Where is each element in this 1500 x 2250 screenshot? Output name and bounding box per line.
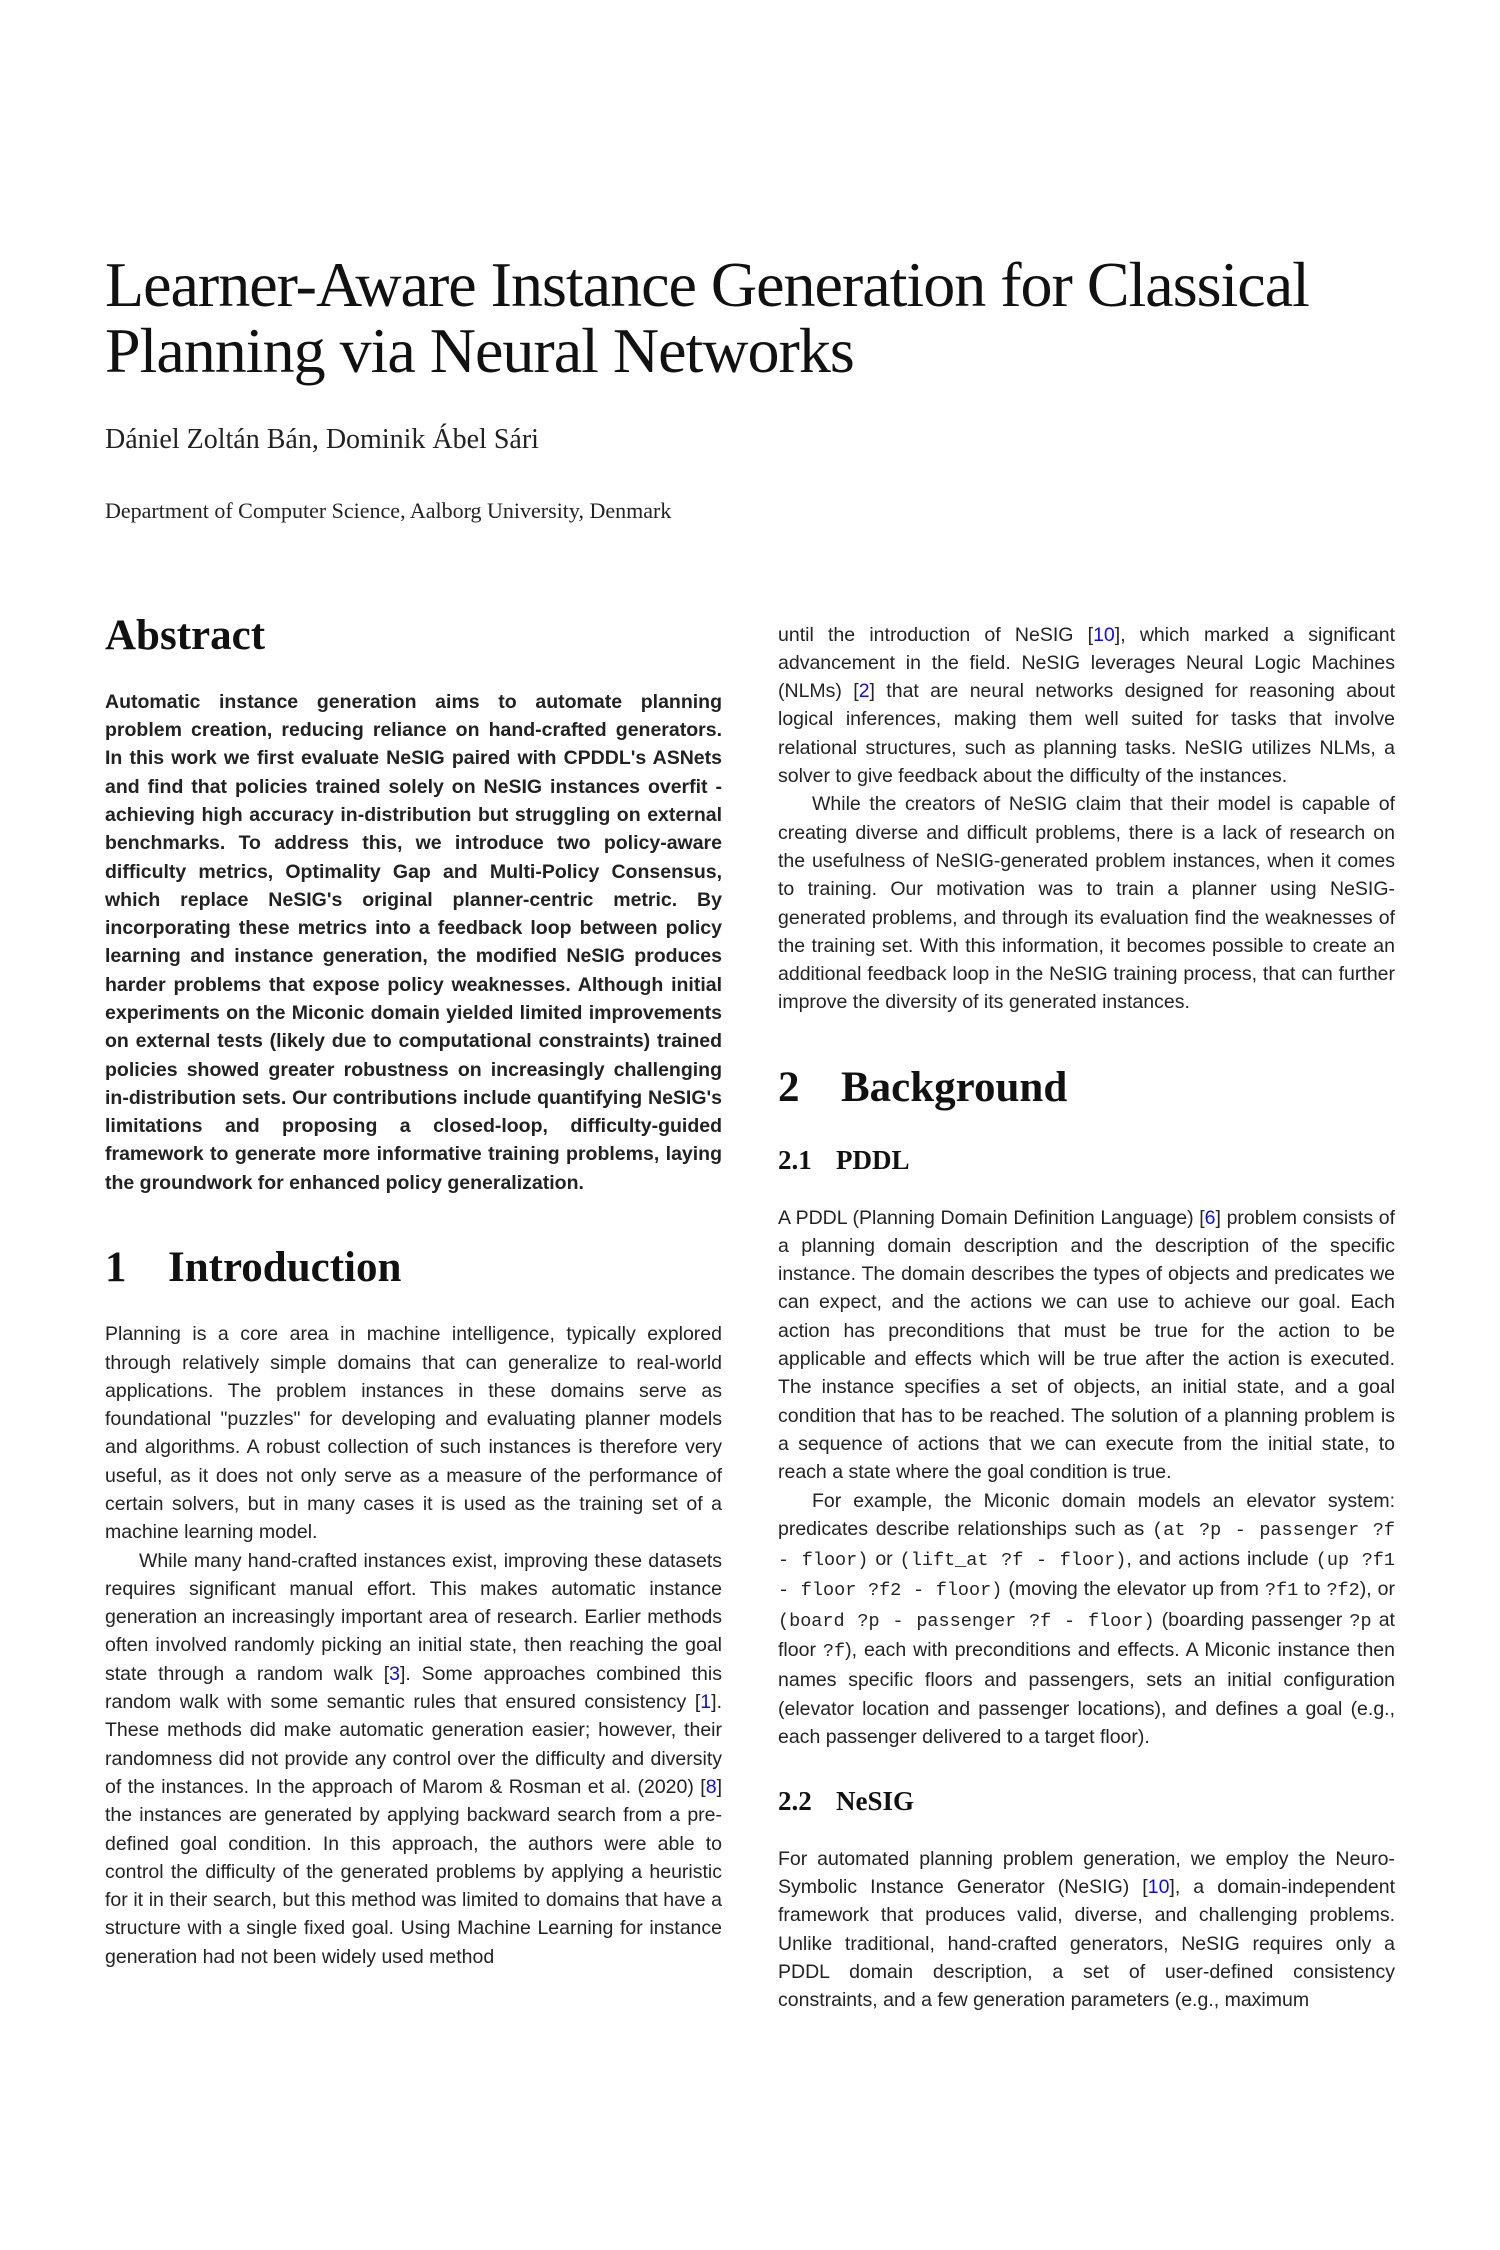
section-1-heading	[105, 1245, 722, 1290]
right-column	[778, 613, 1395, 2015]
inline-code: ?f2	[1326, 1580, 1360, 1602]
inline-code: (lift_at ?f - floor)	[899, 1550, 1127, 1572]
inline-code: (up ?f1 - floor ?f2 - floor)	[778, 1550, 1395, 1602]
section-2-number: 2	[778, 1063, 800, 1111]
inline-code: ?p	[1349, 1610, 1372, 1632]
inline-code: ?f1	[1264, 1580, 1299, 1602]
pddl-paragraph-1: A PDDL (Planning Domain Definition Language) [6] problem consists of a planning domain description and the description of the specific instance. The domain describes the types of objects and predicates we can expect, and the actions we can use to achieve our goal. Each action has preconditions that must be true for the action to be applicable and effects which will be true after the action is executed. The instance specifies a set of objects, an initial state, and a goal condition that has to be reached. The solution of a planning problem is a sequence of actions that we can execute from the initial state, to reach a state where the goal condition is true.	[778, 1206, 1396, 1484]
citation-link[interactable]: 10	[1147, 1876, 1170, 1899]
section-2-2-title: NeSIG	[836, 1786, 915, 1817]
two-column-body	[105, 613, 1395, 2015]
inline-code: (board ?p - passenger ?f - floor)	[778, 1610, 1155, 1632]
intro-paragraph-3: until the introduction of NeSIG [10], which marked a significant advancement in the field. NeSIG leverages Neural Logic Machines (NLMs) [2] that are neural networks designed for reasoning about logical inferences, making them well suited for tasks that involve relational structures, such as planning tasks. NeSIG utilizes NLMs, a solver to give feedback about the difficulty of the instances.	[778, 623, 1396, 788]
section-2-1-title: PDDL	[836, 1144, 910, 1175]
abstract-heading: Abstract	[105, 611, 266, 659]
intro-paragraph-4: While the creators of NeSIG claim that their model is capable of creating diverse and difficult problems, there is a lack of research on the usefulness of NeSIG-generated problem instances, when it comes to training. Our motivation was to train a planner using NeSIG-generated problems, and through its evaluation find the weaknesses of the training set. With this information, it becomes possible to create an additional feedback loop in the NeSIG training process, that can further improve the diversity of its generated instances.	[778, 793, 1395, 1014]
nesig-paragraph-1: For automated planning problem generation, we employ the Neuro-Symbolic Instance Generator (NeSIG) [10], a domain-independent framework that produces valid, diverse, and challenging problems. Unlike traditional, hand-crafted generators, NeSIG requires only a PDDL domain description, a set of user-defined consistency constraints, and a few generation parameters (e.g., maximum	[778, 1847, 1395, 2012]
inline-code: ?f	[822, 1641, 846, 1663]
citation-link[interactable]: 6	[1204, 1206, 1216, 1229]
paper-content	[105, 0, 1395, 2015]
section-2-heading	[778, 1065, 1395, 1110]
section-1-number: 1	[105, 1244, 127, 1292]
left-column	[105, 613, 722, 1971]
section-2-1-number: 2.1	[778, 1144, 812, 1175]
section-2-2-heading	[778, 1787, 1395, 1817]
intro-paragraph-2: While many hand-crafted instances exist, improving these datasets requires significant manual effort. This makes automatic instance generation an increasingly important area of research. Earlier methods often involved randomly picking an initial state, then reaching the goal state through a random walk [3]. Some approaches combined this random walk with some semantic rules that ensured consistency [1]. These methods did make automatic generation easier; however, their randomness did not provide any control over the difficulty and diversity of the instances. In the approach of Marom & Rosman et al. (2020) [8] the instances are generated by applying backward search from a pre-defined goal condition. In this approach, the authors were able to control the difficulty of the generated problems by applying a heuristic for it in their search, but this method was limited to domains that have a structure with a single fixed goal. Using Machine Learning for instance generation had not been widely used method	[105, 1549, 722, 1968]
paper-authors: Dániel Zoltán Bán, Dominik Ábel Sári	[105, 424, 539, 455]
section-2-2-number: 2.2	[778, 1786, 812, 1817]
abstract-text: Automatic instance generation aims to automate planning problem creation, reducing reliance on hand-crafted generators. In this work we first evaluate NeSIG paired with CPDDL's ASNets and find that policies trained solely on NeSIG instances overfit - achieving high accuracy in-distribution but struggling on external benchmarks. To address this, we introduce two policy-aware difficulty metrics, Optimality Gap and Multi-Policy Consensus, which replace NeSIG's original planner-centric metric. By incorporating these metrics into a feedback loop between policy learning and instance generation, the modified NeSIG produces harder problems that expose policy weaknesses. Although initial experiments on the Miconic domain yielded limited improvements on external tests (likely due to computational constraints) trained policies showed greater robustness on increasingly challenging in-distribution sets. Our contributions include quantifying NeSIG's limitations and proposing a closed-loop, difficulty-guided framework to generate more informative training problems, laying the groundwork for enhanced policy generalization.	[105, 690, 722, 1194]
citation-link[interactable]: 2	[858, 680, 870, 703]
section-2-title: Background	[841, 1063, 1068, 1111]
citation-link[interactable]: 3	[389, 1662, 400, 1685]
citation-link[interactable]: 1	[700, 1691, 712, 1714]
section-2-1-heading	[778, 1146, 1395, 1176]
inline-code: (at ?p - passenger ?f - floor)	[778, 1519, 1395, 1572]
intro-paragraph-1: Planning is a core area in machine intelligence, typically explored through relatively simple domains that can generalize to real-world applications. The problem instances in these domains serve as foundational "puzzles" for developing and evaluating planner models and algorithms. A robust collection of such instances is therefore very useful, as it does not only serve as a measure of the performance of certain solvers, but in many cases it is used as the training set of a machine learning model.	[105, 1323, 722, 1544]
paper-title: Learner-Aware Instance Generation for Classical Planning via Neural Networks	[105, 249, 1309, 386]
pddl-paragraph-2: For example, the Miconic domain models an elevator system: predicates describe relationships such as (at ?p - passenger ?f - floor) or (lift_at ?f - floor), and actions include (up ?f1 - floor ?f2 - floor) (moving the elevator up from ?f1 to ?f2), or (board ?p - passenger ?f - floor) (boarding passenger ?p at floor ?f), each with preconditions and effects. A Miconic instance then names specific floors and passengers, sets an initial configuration (elevator location and passenger locations), and defines a goal (e.g., each passenger delivered to a target floor).	[778, 1489, 1395, 1748]
citation-link[interactable]: 8	[705, 1775, 717, 1798]
section-1-title: Introduction	[168, 1244, 402, 1292]
citation-link[interactable]: 10	[1093, 623, 1115, 646]
paper-affiliation: Department of Computer Science, Aalborg University, Denmark	[105, 498, 672, 524]
